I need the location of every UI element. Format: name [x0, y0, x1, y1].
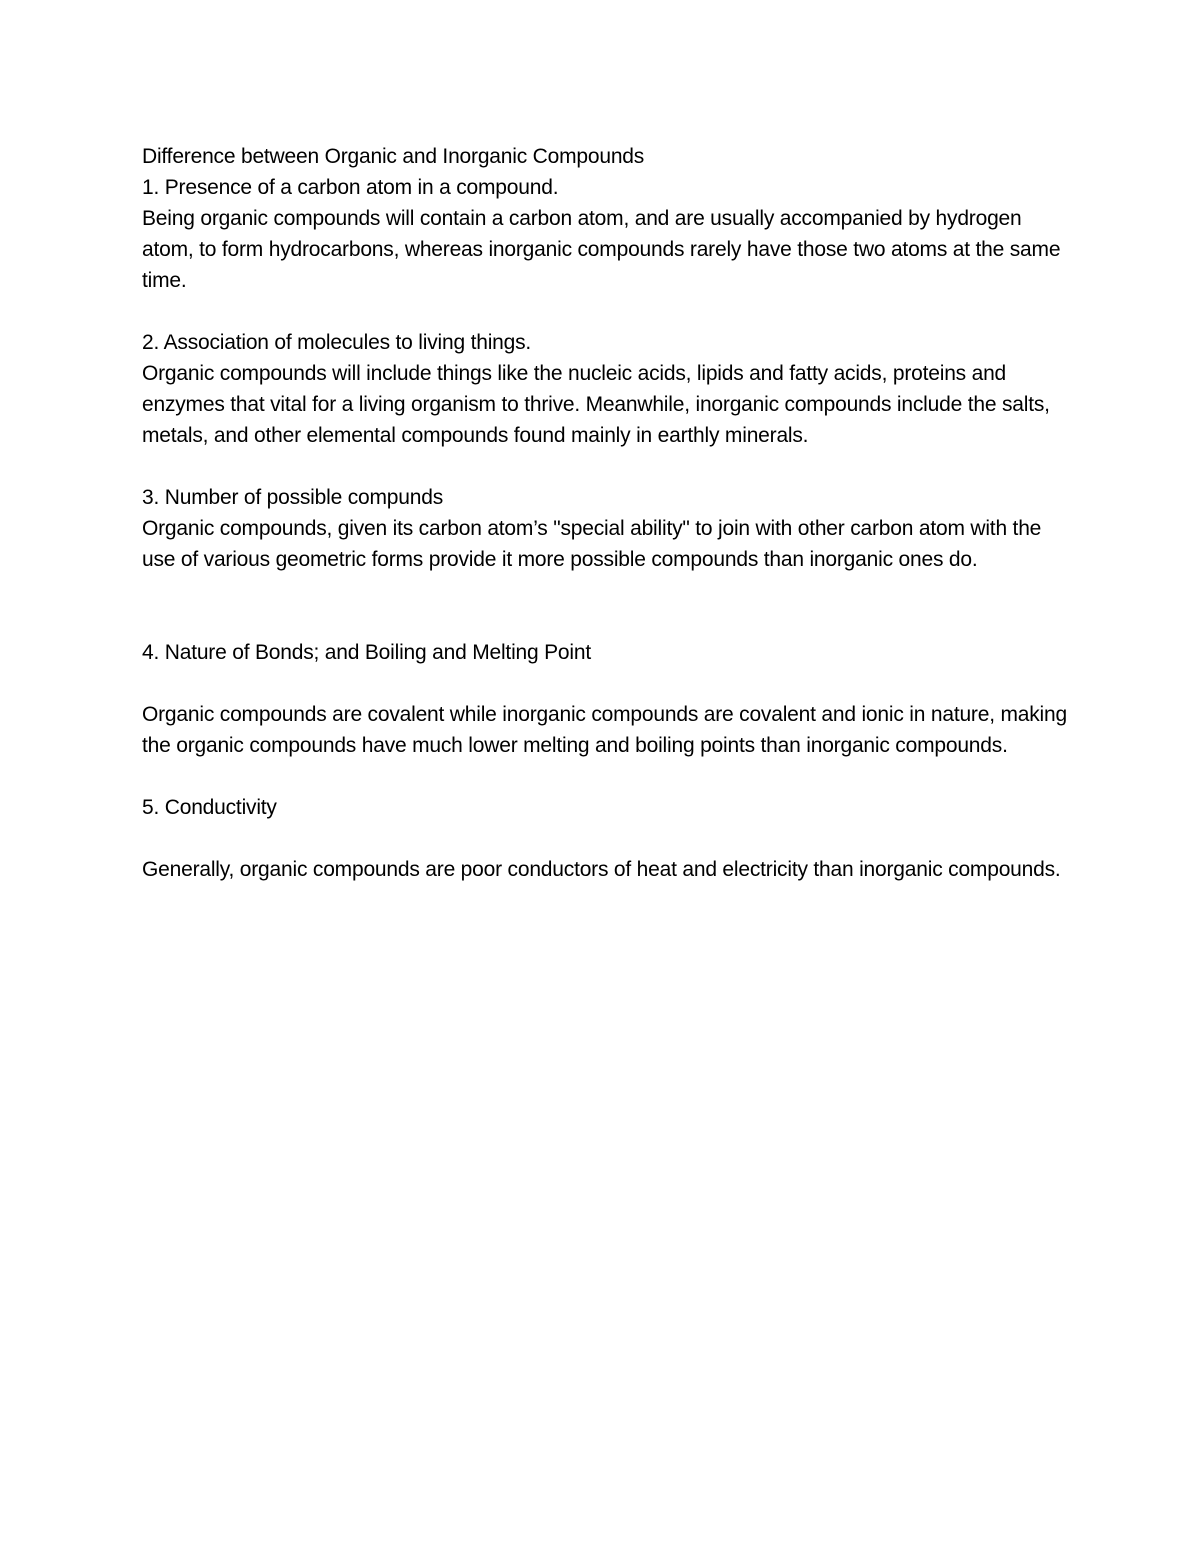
section-5-body: Generally, organic compounds are poor conductors of heat and electricity than inorganic compounds. [142, 858, 1061, 881]
section-1-heading: 1. Presence of a carbon atom in a compound. [142, 176, 559, 199]
document-page [142, 141, 1073, 885]
section-2-body: Organic compounds will include things like the nucleic acids, lipids and fatty acids, proteins and enzymes that vital for a living organism to thrive. Meanwhile, inorganic compounds include the salts, metals, and other elemental compounds found mainly in earthly minerals. [142, 362, 1056, 447]
section-3-heading: 3. Number of possible compunds [142, 486, 443, 509]
spacer [142, 823, 1067, 854]
spacer [142, 296, 1067, 327]
section-4-heading: 4. Nature of Bonds; and Boiling and Melting Point [142, 641, 591, 664]
spacer [142, 575, 1067, 606]
section-5-heading: 5. Conductivity [142, 796, 277, 819]
document-title: Difference between Organic and Inorganic Compounds [142, 145, 645, 168]
section-1-body: Being organic compounds will contain a carbon atom, and are usually accompanied by hydrogen atom, to form hydrocarbons, whereas inorganic compounds rarely have those two atoms at the same time. [142, 207, 1066, 292]
spacer [142, 668, 1067, 699]
section-4-body: Organic compounds are covalent while inorganic compounds are covalent and ionic in nature, making the organic compounds have much lower melting and boiling points than inorganic compounds. [142, 703, 1073, 757]
section-2-heading: 2. Association of molecules to living things. [142, 331, 532, 354]
spacer [142, 606, 1067, 637]
spacer [142, 451, 1067, 482]
section-3-body: Organic compounds, given its carbon atom’s "special ability" to join with other carbon atom with the use of various geometric forms provide it more possible compounds than inorganic ones do. [142, 517, 1047, 571]
spacer [142, 761, 1067, 792]
